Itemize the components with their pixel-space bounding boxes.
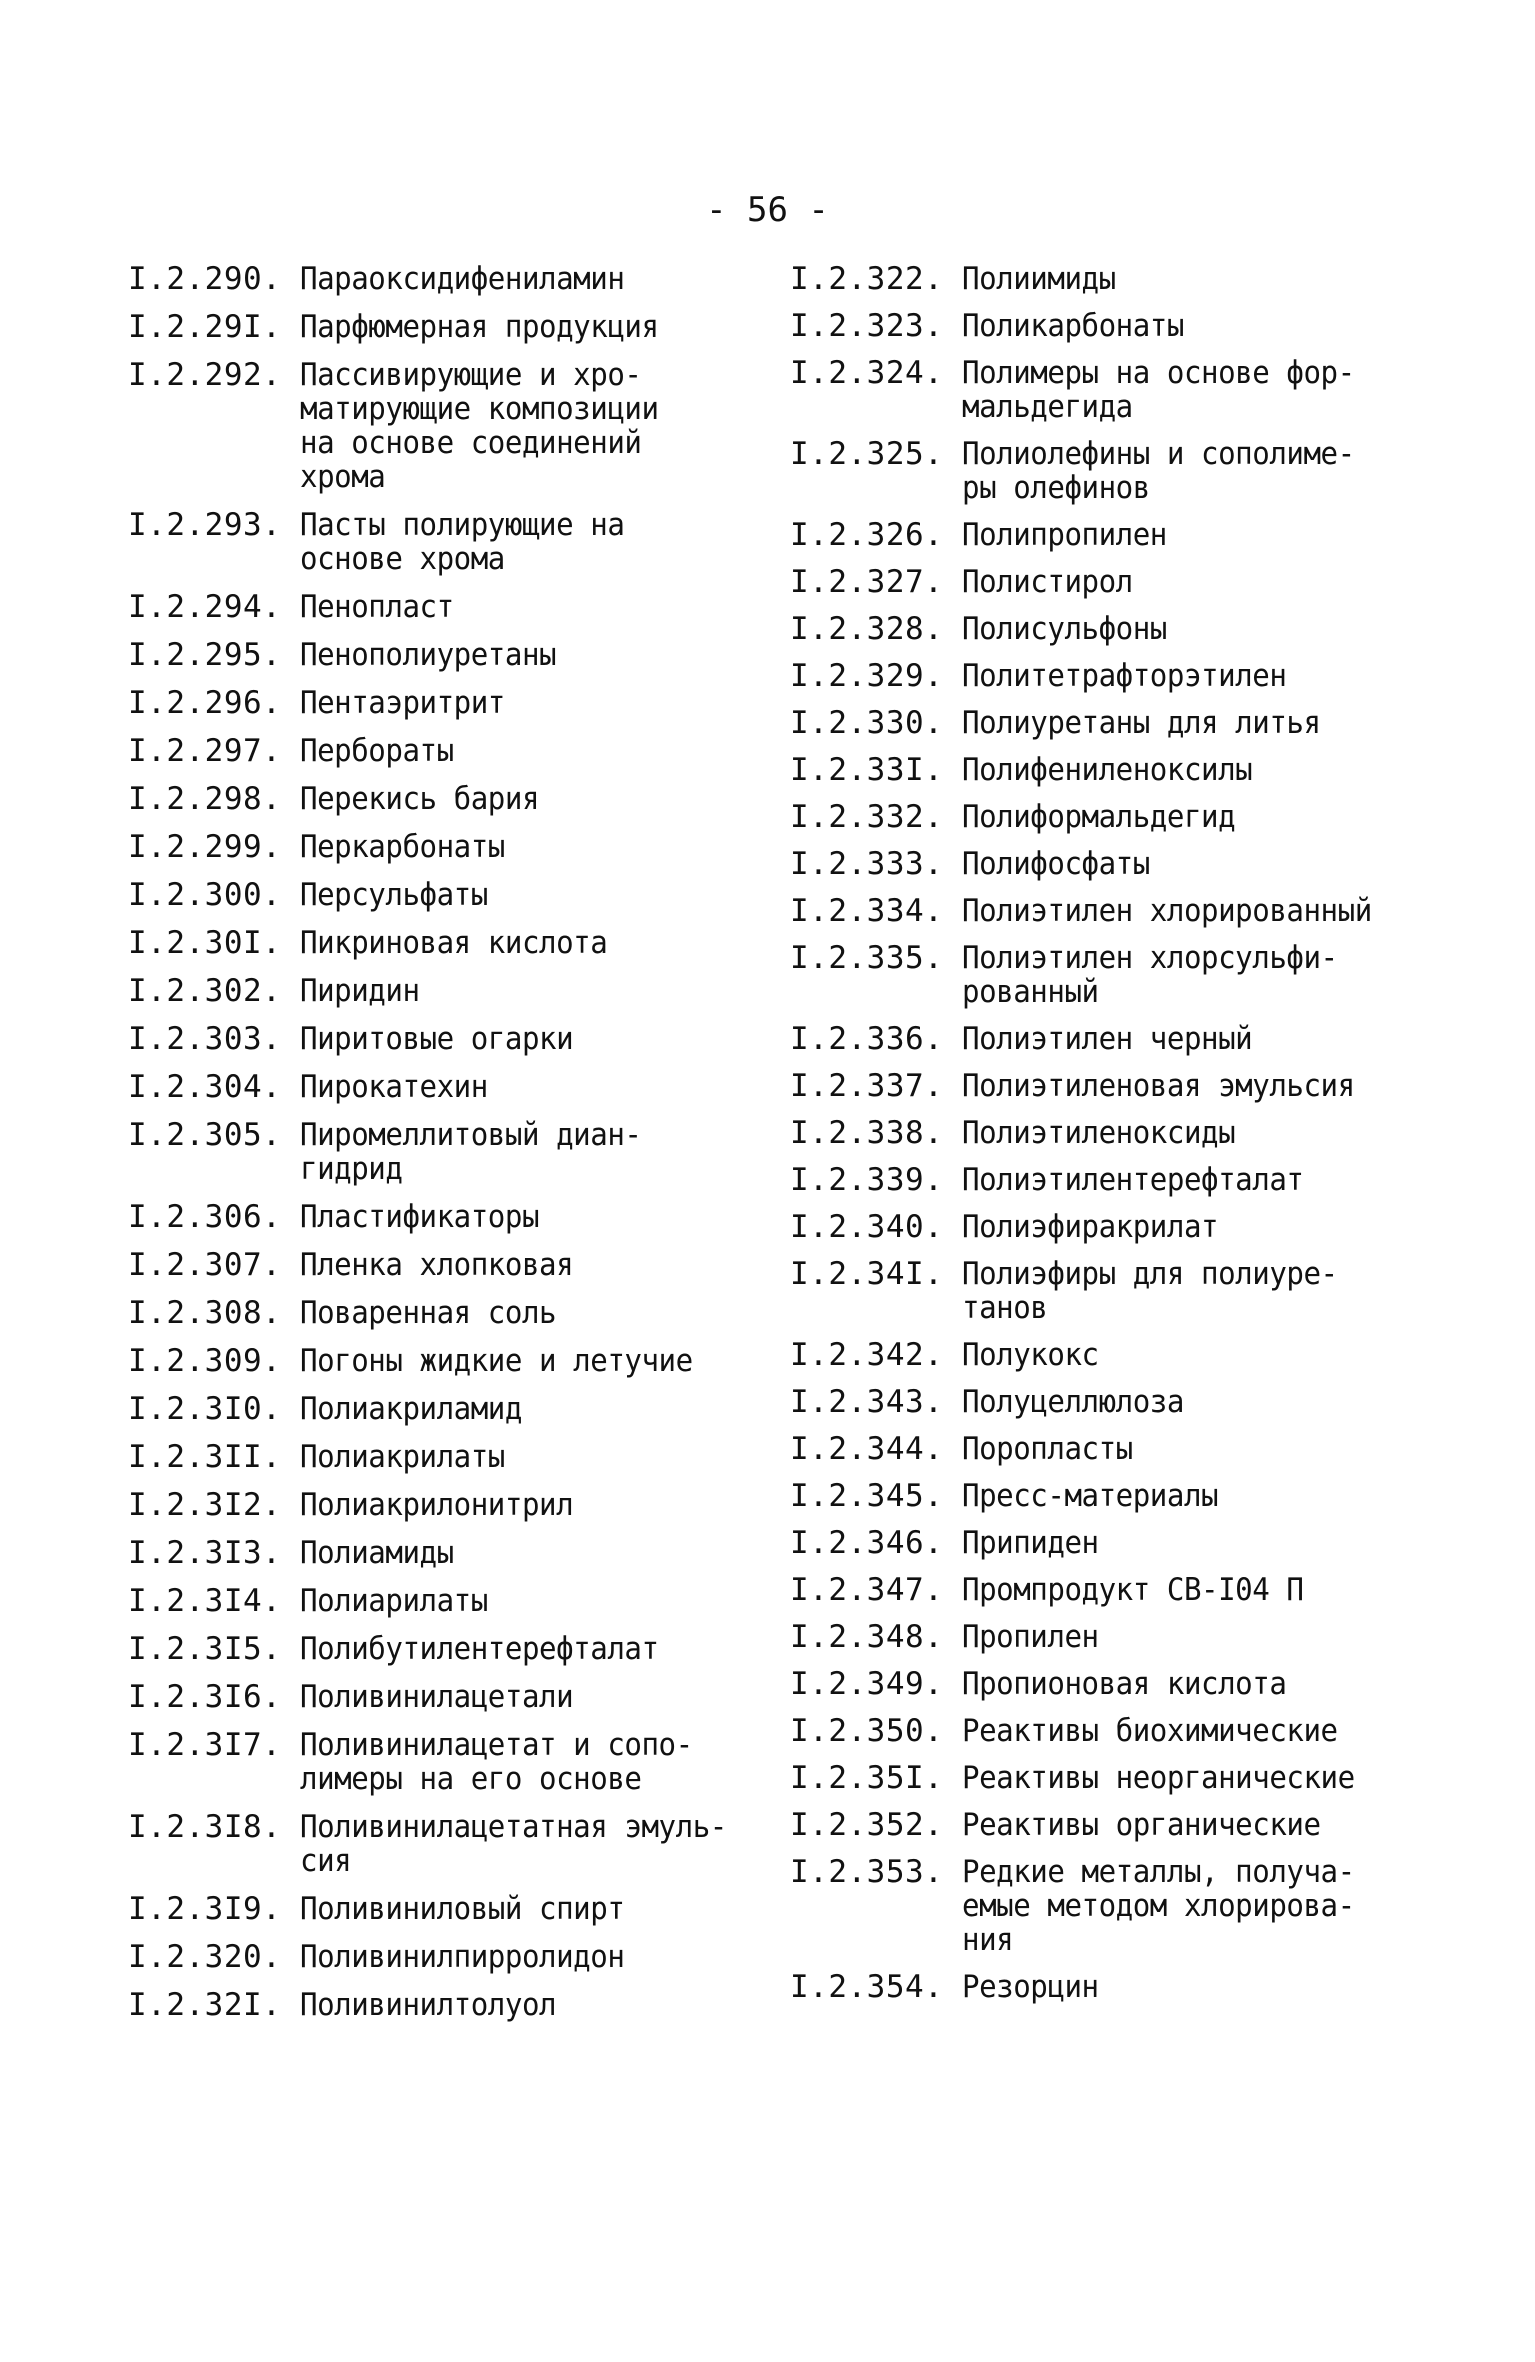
entry-number: I.2.294. <box>128 589 282 625</box>
entry-title: Полиэтилентерефталат <box>962 1162 1304 1198</box>
entry-number: I.2.300. <box>128 877 282 913</box>
entry-number: I.2.306. <box>128 1199 282 1235</box>
entry-number: I.2.308. <box>128 1295 282 1331</box>
list-item <box>128 1392 768 1426</box>
entry-title: Пербораты <box>300 733 454 769</box>
list-item <box>790 309 1470 343</box>
entry-number: I.2.348. <box>790 1619 944 1655</box>
entry-number: I.2.295. <box>128 637 282 673</box>
entry-title: Пропилен <box>962 1619 1099 1655</box>
entry-number: I.2.354. <box>790 1969 944 2005</box>
list-item <box>128 1632 768 1666</box>
entry-number: I.2.353. <box>790 1854 944 1890</box>
entry-title: Реактивы неорганические <box>962 1760 1355 1796</box>
entry-number: I.2.345. <box>790 1478 944 1514</box>
list-item <box>128 1200 768 1234</box>
entry-number: I.2.330. <box>790 705 944 741</box>
list-item <box>790 356 1470 424</box>
entry-number: I.2.350. <box>790 1713 944 1749</box>
entry-title: Политетрафторэтилен <box>962 658 1287 694</box>
entry-number: I.2.32I. <box>128 1987 282 2023</box>
list-item <box>128 358 768 494</box>
entry-number: I.2.3I3. <box>128 1535 282 1571</box>
entry-title: Парфюмерная продукция <box>300 309 659 345</box>
entry-title: Поливинилпирролидон <box>300 1939 625 1975</box>
entry-title: Полиимиды <box>962 261 1116 297</box>
list-item <box>790 1620 1470 1654</box>
entry-title: Поликарбонаты <box>962 308 1184 344</box>
entry-number: I.2.3II. <box>128 1439 282 1475</box>
entry-number: I.2.324. <box>790 355 944 391</box>
entry-number: I.2.327. <box>790 564 944 600</box>
list-item <box>128 262 768 296</box>
list-item <box>790 1116 1470 1150</box>
entry-number: I.2.346. <box>790 1525 944 1561</box>
list-item <box>790 1385 1470 1419</box>
list-item <box>790 894 1470 928</box>
entry-title: Полиэтиленоксиды <box>962 1115 1236 1151</box>
entry-title: Пикриновая кислота <box>300 925 608 961</box>
list-item <box>790 847 1470 881</box>
entry-title: Пасты полирующие на основе хрома <box>300 507 625 577</box>
list-item <box>790 1808 1470 1842</box>
entry-title: Пентаэритрит <box>300 685 505 721</box>
entry-title: Резорцин <box>962 1969 1099 2005</box>
list-item <box>128 310 768 344</box>
entry-number: I.2.342. <box>790 1337 944 1373</box>
list-item <box>790 1479 1470 1513</box>
entry-title: Полуцеллюлоза <box>962 1384 1184 1420</box>
entry-number: I.2.320. <box>128 1939 282 1975</box>
entry-title: Поливиниловый спирт <box>300 1891 625 1927</box>
entry-title: Полиэфиракрилат <box>962 1209 1219 1245</box>
list-item <box>790 1338 1470 1372</box>
entry-number: I.2.290. <box>128 261 282 297</box>
list-item <box>790 437 1470 505</box>
list-item <box>128 1070 768 1104</box>
entry-number: I.2.332. <box>790 799 944 835</box>
entry-title: Пиритовые огарки <box>300 1021 574 1057</box>
entry-number: I.2.328. <box>790 611 944 647</box>
list-item <box>790 1022 1470 1056</box>
entry-title: Полифениленоксилы <box>962 752 1253 788</box>
list-item <box>128 638 768 672</box>
list-item <box>128 1296 768 1330</box>
entry-title: Полистирол <box>962 564 1133 600</box>
entry-number: I.2.302. <box>128 973 282 1009</box>
entry-number: I.2.292. <box>128 357 282 393</box>
list-item <box>790 565 1470 599</box>
list-item <box>128 1248 768 1282</box>
entry-title: Пропионовая кислота <box>962 1666 1287 1702</box>
list-item <box>790 800 1470 834</box>
entry-title: Реактивы биохимические <box>962 1713 1338 1749</box>
list-item <box>790 1432 1470 1466</box>
entry-number: I.2.29I. <box>128 309 282 345</box>
entry-number: I.2.34I. <box>790 1256 944 1292</box>
list-item <box>128 782 768 816</box>
entry-number: I.2.347. <box>790 1572 944 1608</box>
entry-number: I.2.329. <box>790 658 944 694</box>
entry-title: Перекись бария <box>300 781 540 817</box>
list-item <box>790 1761 1470 1795</box>
entry-title: Поливинилацетали <box>300 1679 574 1715</box>
list-item <box>128 1940 768 1974</box>
entry-number: I.2.337. <box>790 1068 944 1104</box>
list-item <box>790 1163 1470 1197</box>
list-item <box>128 1118 768 1186</box>
entry-title: Поливинилацетатная эмуль- сия <box>300 1809 727 1879</box>
list-item <box>128 686 768 720</box>
entry-number: I.2.298. <box>128 781 282 817</box>
entry-number: I.2.3I6. <box>128 1679 282 1715</box>
entry-number: I.2.352. <box>790 1807 944 1843</box>
list-item <box>128 1536 768 1570</box>
entry-title: Полифосфаты <box>962 846 1150 882</box>
entry-title: Пенопласт <box>300 589 454 625</box>
entry-title: Пластификаторы <box>300 1199 540 1235</box>
entry-number: I.2.305. <box>128 1117 282 1153</box>
list-item <box>790 1526 1470 1560</box>
entry-number: I.2.322. <box>790 261 944 297</box>
entry-title: Промпродукт СВ-I04 П <box>962 1572 1304 1608</box>
entry-number: I.2.3I4. <box>128 1583 282 1619</box>
list-item <box>128 734 768 768</box>
entry-title: Полиэтиленовая эмульсия <box>962 1068 1355 1104</box>
entry-number: I.2.335. <box>790 940 944 976</box>
list-item <box>128 1810 768 1878</box>
list-item <box>128 1584 768 1618</box>
entry-number: I.2.296. <box>128 685 282 721</box>
entry-title: Полиуретаны для литья <box>962 705 1321 741</box>
entry-number: I.2.309. <box>128 1343 282 1379</box>
list-item <box>128 1488 768 1522</box>
entry-title: Полипропилен <box>962 517 1167 553</box>
entry-number: I.2.344. <box>790 1431 944 1467</box>
entry-title: Полиакрилаты <box>300 1439 505 1475</box>
list-item <box>128 1440 768 1474</box>
entry-title: Полукокс <box>962 1337 1099 1373</box>
entry-title: Полимеры на основе фор- мальдегида <box>962 355 1355 425</box>
entry-title: Полиформальдегид <box>962 799 1236 835</box>
list-item <box>790 706 1470 740</box>
entry-title: Поваренная соль <box>300 1295 557 1331</box>
list-item <box>790 1069 1470 1103</box>
entry-number: I.2.297. <box>128 733 282 769</box>
entry-title: Пресс-материалы <box>962 1478 1219 1514</box>
entry-title: Полисульфоны <box>962 611 1167 647</box>
entry-title: Погоны жидкие и летучие <box>300 1343 693 1379</box>
entry-title: Полиамиды <box>300 1535 454 1571</box>
entry-title: Полиэфиры для полиуре- танов <box>962 1256 1338 1326</box>
entry-title: Пленка хлопковая <box>300 1247 574 1283</box>
list-item <box>128 974 768 1008</box>
list-item <box>790 1257 1470 1325</box>
entry-number: I.2.338. <box>790 1115 944 1151</box>
entry-number: I.2.336. <box>790 1021 944 1057</box>
list-item <box>790 1714 1470 1748</box>
entry-number: I.2.339. <box>790 1162 944 1198</box>
entry-title: Перкарбонаты <box>300 829 505 865</box>
list-item <box>790 659 1470 693</box>
entry-title: Припиден <box>962 1525 1099 1561</box>
entry-number: I.2.323. <box>790 308 944 344</box>
list-item <box>128 926 768 960</box>
entry-number: I.2.304. <box>128 1069 282 1105</box>
entry-title: Редкие металлы, получа- емые методом хлорирова- ния <box>962 1854 1355 1958</box>
entry-number: I.2.326. <box>790 517 944 553</box>
entry-title: Реактивы органические <box>962 1807 1321 1843</box>
entry-number: I.2.293. <box>128 507 282 543</box>
entry-number: I.2.35I. <box>790 1760 944 1796</box>
entry-number: I.2.3I2. <box>128 1487 282 1523</box>
entry-title: Пиромеллитовый диан- гидрид <box>300 1117 642 1187</box>
entry-title: Поливинилацетат и сопо- лимеры на его основе <box>300 1727 693 1797</box>
list-item <box>790 1210 1470 1244</box>
entry-number: I.2.343. <box>790 1384 944 1420</box>
entry-number: I.2.307. <box>128 1247 282 1283</box>
entry-number: I.2.30I. <box>128 925 282 961</box>
entry-number: I.2.334. <box>790 893 944 929</box>
entry-title: Полиолефины и сополиме- ры олефинов <box>962 436 1355 506</box>
list-item <box>128 508 768 576</box>
entry-number: I.2.3I9. <box>128 1891 282 1927</box>
entry-number: I.2.3I8. <box>128 1809 282 1845</box>
entry-title: Пирокатехин <box>300 1069 488 1105</box>
list-item <box>128 1680 768 1714</box>
list-item <box>128 878 768 912</box>
page-number: - 56 - <box>706 190 829 230</box>
entry-number: I.2.340. <box>790 1209 944 1245</box>
list-item <box>790 753 1470 787</box>
entry-number: I.2.349. <box>790 1666 944 1702</box>
entry-number: I.2.325. <box>790 436 944 472</box>
list-item <box>128 1728 768 1796</box>
entry-title: Поропласты <box>962 1431 1133 1467</box>
list-item <box>128 830 768 864</box>
entry-title: Пассивирующие и хро- матирующие композиции на основе соединений хрома <box>300 357 659 495</box>
list-item <box>128 1344 768 1378</box>
entry-number: I.2.3I7. <box>128 1727 282 1763</box>
right-column <box>790 262 1470 2017</box>
entry-number: I.2.303. <box>128 1021 282 1057</box>
list-item <box>790 941 1470 1009</box>
list-item <box>790 1855 1470 1957</box>
list-item <box>128 590 768 624</box>
list-item <box>128 1022 768 1056</box>
entry-title: Полиэтилен хлорированный <box>962 893 1372 929</box>
entry-number: I.2.33I. <box>790 752 944 788</box>
entry-title: Поливинилтолуол <box>300 1987 557 2023</box>
entry-title: Полиакрилонитрил <box>300 1487 574 1523</box>
entry-number: I.2.333. <box>790 846 944 882</box>
list-item <box>790 518 1470 552</box>
list-item <box>790 612 1470 646</box>
entry-title: Пиридин <box>300 973 420 1009</box>
left-column <box>128 262 768 2036</box>
entry-number: I.2.3I5. <box>128 1631 282 1667</box>
entry-title: Пенополиуретаны <box>300 637 557 673</box>
list-item <box>128 1988 768 2022</box>
entry-title: Полиарилаты <box>300 1583 488 1619</box>
entry-title: Полибутилентерефталат <box>300 1631 659 1667</box>
entry-number: I.2.299. <box>128 829 282 865</box>
entry-title: Полиакриламид <box>300 1391 522 1427</box>
entry-number: I.2.3I0. <box>128 1391 282 1427</box>
list-item <box>128 1892 768 1926</box>
list-item <box>790 1573 1470 1607</box>
entry-title: Полиэтилен черный <box>962 1021 1253 1057</box>
entry-title: Полиэтилен хлорсульфи- рованный <box>962 940 1338 1010</box>
list-item <box>790 262 1470 296</box>
entry-title: Персульфаты <box>300 877 488 913</box>
entry-title: Параоксидифениламин <box>300 261 625 297</box>
list-item <box>790 1970 1470 2004</box>
list-item <box>790 1667 1470 1701</box>
